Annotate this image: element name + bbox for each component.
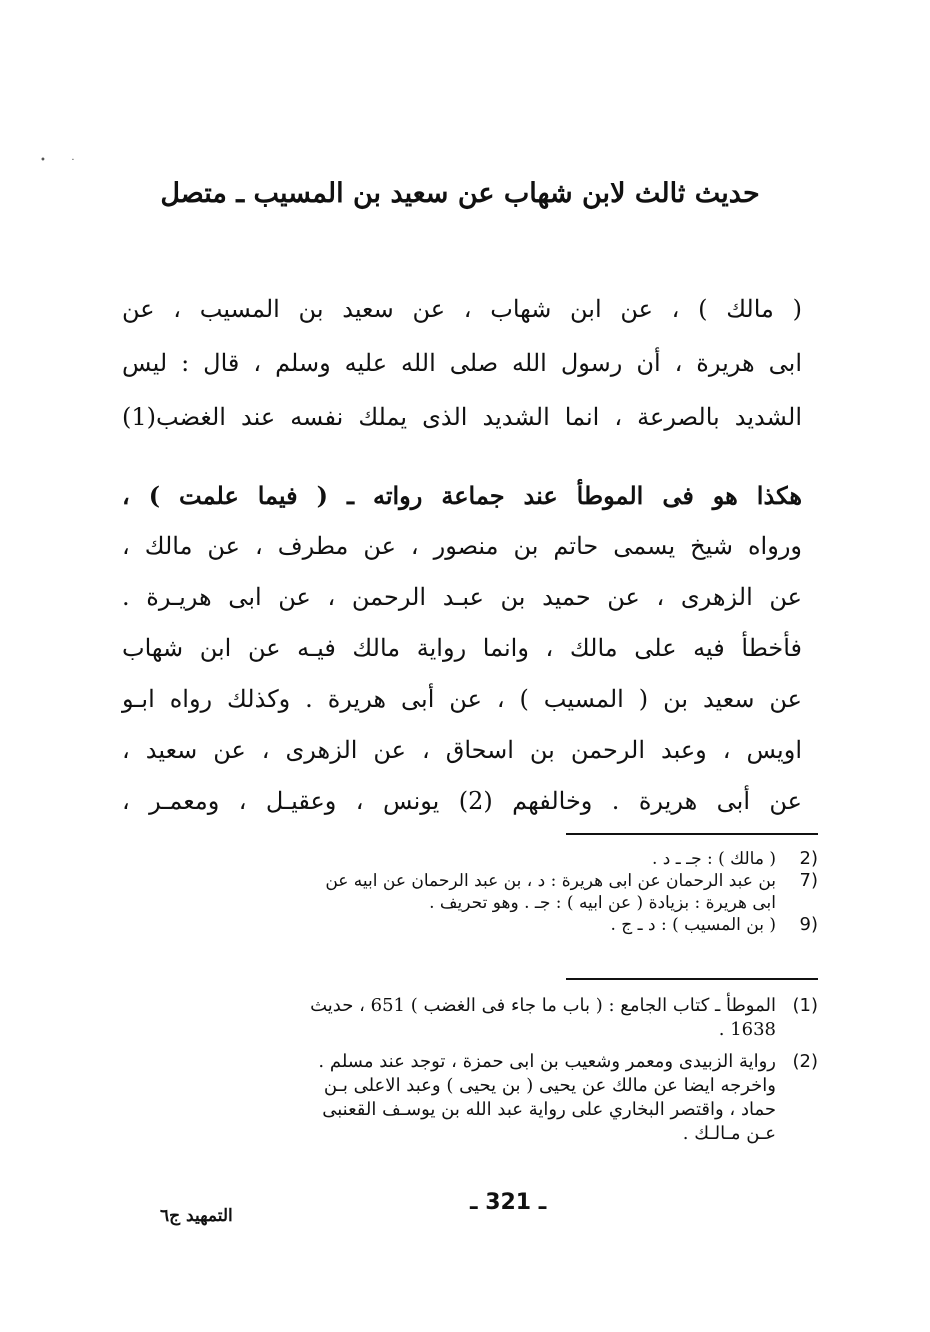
footnote-number: (2) — [792, 1051, 818, 1072]
variant-note — [138, 870, 818, 914]
page-number: ـ 321 ـ — [470, 1190, 547, 1215]
text-line: ( مالك ) ، عن ابن شهاب ، عن سعيد بن المسيب ، عن — [122, 295, 802, 323]
text-line: ورواه شيخ يسمى حاتم بن منصور ، عن مطرف ، عن مالك ، — [122, 532, 802, 560]
text-line: عن سعيد بن ( المسيب ) ، عن أبى هريرة . وكذلك رواه ابـو — [122, 685, 802, 713]
text-line: عن أبى هريرة . وخالفهم (2) يونس ، وعقيـل ، ومعمـر ، — [122, 787, 803, 815]
footnote-line: عـن مـالـك . — [682, 1123, 776, 1144]
note-number: 9) — [799, 914, 818, 935]
note-number: 7) — [799, 870, 818, 891]
note-line: بن عبد الرحمان عن ابى هريرة : د ، بن عبد الرحمان عن ابيه عن — [325, 871, 776, 891]
text-line: اويس ، وعبد الرحمن بن اسحاق ، عن الزهرى ، عن سعيد ، — [122, 736, 802, 764]
text-line: ابى هريرة ، أن رسول الله صلى الله عليه وسلم ، قال : ليس — [122, 349, 802, 377]
hadith-text-paragraph — [122, 282, 802, 444]
footnote-divider — [566, 833, 818, 835]
footnote-line: حماد ، واقتصر البخاري على رواية عبد الله بن يوسـف القعنبى — [322, 1099, 776, 1120]
book-reference: التمهيد ج٦ — [160, 1206, 233, 1226]
text-line: فأخطأ فيه على مالك ، وانما رواية مالك فيـه عن ابن شهاب — [122, 634, 802, 662]
text-line: هكذا هو فى الموطأ عند جماعة رواته ـ ( فيما علمت ) ، — [122, 481, 802, 510]
scan-speck-mark: • · — [40, 155, 75, 166]
variant-note — [138, 848, 818, 870]
footnote — [138, 994, 818, 1042]
footnote-number: (1) — [792, 995, 818, 1016]
footnote-divider — [566, 978, 818, 980]
note-line: ( بن المسيب ) : د ـ ج . — [610, 915, 776, 935]
footnote-line: رواية الزبيدى ومعمر وشعيب بن ابى حمزة ، توجد عند مسلم . — [318, 1051, 776, 1072]
variant-note — [138, 914, 818, 936]
footnote — [138, 1050, 818, 1146]
note-number: 2) — [799, 848, 818, 869]
text-line: عن الزهرى ، عن حميد بن عبـد الرحمن ، عن ابى هريـرة . — [122, 583, 802, 611]
text-line: الشديد بالصرعة ، انما الشديد الذى يملك نفسه عند الغضب(1) — [122, 403, 802, 431]
footnote-line: واخرجه ايضا عن مالك عن يحيى ( بن يحيى ) وعبد الاعلى بـن — [323, 1075, 776, 1096]
variant-notes — [138, 848, 818, 936]
footnotes — [138, 994, 818, 1154]
note-line: ( مالك ) : جـ ـ د . — [651, 849, 776, 869]
note-line: ابى هريرة : بزيادة ( عن ابيه ) : جـ . وهو تحريف . — [429, 893, 776, 913]
footnote-line: الموطأ ـ كتاب الجامع : ( باب ما جاء فى الغضب ) 651 ، حديث — [310, 995, 776, 1016]
footnote-line: 1638 . — [718, 1019, 776, 1040]
commentary-paragraph — [122, 470, 802, 827]
page-title: حديث ثالث لابن شهاب عن سعيد بن المسيب ـ متصل — [160, 178, 760, 209]
